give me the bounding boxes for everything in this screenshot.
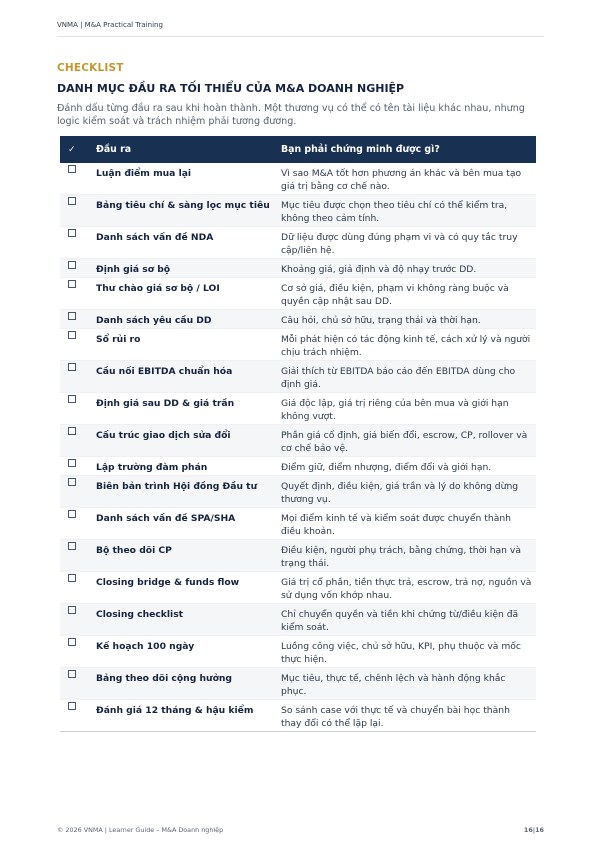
proof-cell: Giải thích từ EBITDA báo cáo đến EBITDA dùng cho định giá. <box>277 361 536 393</box>
checklist-body <box>60 163 536 732</box>
table-row <box>60 636 536 668</box>
checkbox-icon[interactable] <box>68 261 76 269</box>
output-cell: Luận điểm mua lại <box>92 163 277 195</box>
checkbox-icon[interactable] <box>68 510 76 518</box>
output-cell: Kế hoạch 100 ngày <box>92 636 277 668</box>
checkbox-icon[interactable] <box>68 280 76 288</box>
checkbox-cell <box>60 700 92 732</box>
checkbox-cell <box>60 540 92 572</box>
intro-paragraph: Đánh dấu từng đầu ra sau khi hoàn thành. Một thương vụ có thể có tên tài liệu khác nhau, nhưng logic kiểm soát và trách nhiệm phải tương đương. <box>57 103 525 127</box>
table-row <box>60 361 536 393</box>
proof-cell: Quyết định, điều kiện, giá trần và lý do không dừng thương vụ. <box>277 476 536 508</box>
checkbox-icon[interactable] <box>68 197 76 205</box>
checkbox-icon[interactable] <box>68 427 76 435</box>
table-row <box>60 476 536 508</box>
table-row <box>60 227 536 259</box>
output-cell: Danh sách vấn đề NDA <box>92 227 277 259</box>
table-row <box>60 540 536 572</box>
proof-cell: Mọi điểm kinh tế và kiểm soát được chuyển thành điều khoản. <box>277 508 536 540</box>
output-cell: Closing checklist <box>92 604 277 636</box>
proof-cell: Cơ sở giá, điều kiện, phạm vi không ràng buộc và quyền cập nhật sau DD. <box>277 278 536 310</box>
checkbox-cell <box>60 278 92 310</box>
checkbox-icon[interactable] <box>68 670 76 678</box>
table-row <box>60 278 536 310</box>
output-column-header: Đầu ra <box>92 136 277 163</box>
table-row <box>60 425 536 457</box>
proof-cell: Điểm giữ, điểm nhượng, điểm đổi và giới hạn. <box>277 457 536 476</box>
checkbox-cell <box>60 425 92 457</box>
proof-cell: Mỗi phát hiện có tác động kinh tế, cách xử lý và người chịu trách nhiệm. <box>277 329 536 361</box>
proof-cell: Chỉ chuyển quyền và tiền khi chứng từ/điều kiện đã kiểm soát. <box>277 604 536 636</box>
proof-cell: So sánh case với thực tế và chuyển bài học thành thay đổi có thể lặp lại. <box>277 700 536 732</box>
checkbox-icon[interactable] <box>68 606 76 614</box>
checkbox-icon[interactable] <box>68 395 76 403</box>
checkbox-icon[interactable] <box>68 165 76 173</box>
checkbox-cell <box>60 329 92 361</box>
table-row <box>60 329 536 361</box>
checkbox-cell <box>60 195 92 227</box>
checkmark-icon: ✓ <box>68 145 76 155</box>
proof-cell: Luồng công việc, chủ sở hữu, KPI, phụ thuộc và mốc thực hiện. <box>277 636 536 668</box>
checkbox-icon[interactable] <box>68 478 76 486</box>
checkbox-icon[interactable] <box>68 312 76 320</box>
running-header: VNMA | M&A Practical Training <box>57 21 544 37</box>
checkbox-cell <box>60 668 92 700</box>
output-cell: Closing bridge & funds flow <box>92 572 277 604</box>
output-cell: Danh sách vấn đề SPA/SHA <box>92 508 277 540</box>
table-header-row <box>60 136 536 163</box>
checkbox-icon[interactable] <box>68 331 76 339</box>
proof-cell: Dữ liệu được dùng đúng phạm vi và có quy tắc truy cập/liên hệ. <box>277 227 536 259</box>
proof-cell: Phần giá cố định, giá biến đổi, escrow, CP, rollover và cơ chế bảo vệ. <box>277 425 536 457</box>
check-column-header <box>60 136 92 163</box>
checkbox-icon[interactable] <box>68 459 76 467</box>
output-cell: Định giá sơ bộ <box>92 259 277 278</box>
table-row <box>60 572 536 604</box>
table-row <box>60 604 536 636</box>
output-cell: Biên bản trình Hội đồng Đầu tư <box>92 476 277 508</box>
table-row <box>60 457 536 476</box>
table-row <box>60 310 536 329</box>
output-cell: Sổ rủi ro <box>92 329 277 361</box>
checkbox-cell <box>60 604 92 636</box>
checkbox-icon[interactable] <box>68 363 76 371</box>
proof-cell: Mục tiêu được chọn theo tiêu chí có thể kiểm tra, không theo cảm tính. <box>277 195 536 227</box>
output-cell: Bảng tiêu chí & sàng lọc mục tiêu <box>92 195 277 227</box>
output-cell: Bộ theo dõi CP <box>92 540 277 572</box>
checkbox-cell <box>60 636 92 668</box>
checkbox-cell <box>60 259 92 278</box>
table-row <box>60 259 536 278</box>
checkbox-icon[interactable] <box>68 702 76 710</box>
checkbox-cell <box>60 361 92 393</box>
proof-cell: Câu hỏi, chủ sở hữu, trạng thái và thời hạn. <box>277 310 536 329</box>
output-cell: Lập trường đàm phán <box>92 457 277 476</box>
table-row <box>60 195 536 227</box>
checkbox-icon[interactable] <box>68 542 76 550</box>
checkbox-cell <box>60 227 92 259</box>
table-row <box>60 700 536 732</box>
proof-cell: Vì sao M&A tốt hơn phương án khác và bên mua tạo giá trị bằng cơ chế nào. <box>277 163 536 195</box>
output-cell: Bảng theo dõi cộng hưởng <box>92 668 277 700</box>
output-cell: Cầu nối EBITDA chuẩn hóa <box>92 361 277 393</box>
output-cell: Danh sách yêu cầu DD <box>92 310 277 329</box>
table-row <box>60 163 536 195</box>
proof-cell: Giá trị cổ phần, tiền thực trả, escrow, trả nợ, nguồn và sử dụng vốn khớp nhau. <box>277 572 536 604</box>
checkbox-cell <box>60 572 92 604</box>
checkbox-cell <box>60 476 92 508</box>
table-row <box>60 668 536 700</box>
output-cell: Cấu trúc giao dịch sửa đổi <box>92 425 277 457</box>
output-cell: Đánh giá 12 tháng & hậu kiểm <box>92 700 277 732</box>
proof-cell: Mục tiêu, thực tế, chênh lệch và hành động khắc phục. <box>277 668 536 700</box>
checkbox-cell <box>60 508 92 540</box>
checkbox-icon[interactable] <box>68 574 76 582</box>
checkbox-icon[interactable] <box>68 638 76 646</box>
proof-cell: Điều kiện, người phụ trách, bằng chứng, thời hạn và trạng thái. <box>277 540 536 572</box>
footer-copyright: © 2026 VNMA | Learner Guide – M&A Doanh nghiệp <box>57 826 224 834</box>
page-number: 16|16 <box>523 826 544 834</box>
table-row <box>60 393 536 425</box>
section-eyebrow: CHECKLIST <box>57 62 124 74</box>
proof-column-header: Bạn phải chứng minh được gì? <box>277 136 536 163</box>
page-title: DANH MỤC ĐẦU RA TỐI THIỂU CỦA M&A DOANH NGHIỆP <box>57 82 405 95</box>
proof-cell: Khoảng giá, giả định và độ nhạy trước DD. <box>277 259 536 278</box>
table-row <box>60 508 536 540</box>
checkbox-cell <box>60 310 92 329</box>
checkbox-icon[interactable] <box>68 229 76 237</box>
checkbox-cell <box>60 457 92 476</box>
checkbox-cell <box>60 163 92 195</box>
output-cell: Định giá sau DD & giá trần <box>92 393 277 425</box>
output-cell: Thư chào giá sơ bộ / LOI <box>92 278 277 310</box>
proof-cell: Giá độc lập, giá trị riêng của bên mua và giới hạn không vượt. <box>277 393 536 425</box>
checklist-table <box>60 136 536 732</box>
checkbox-cell <box>60 393 92 425</box>
